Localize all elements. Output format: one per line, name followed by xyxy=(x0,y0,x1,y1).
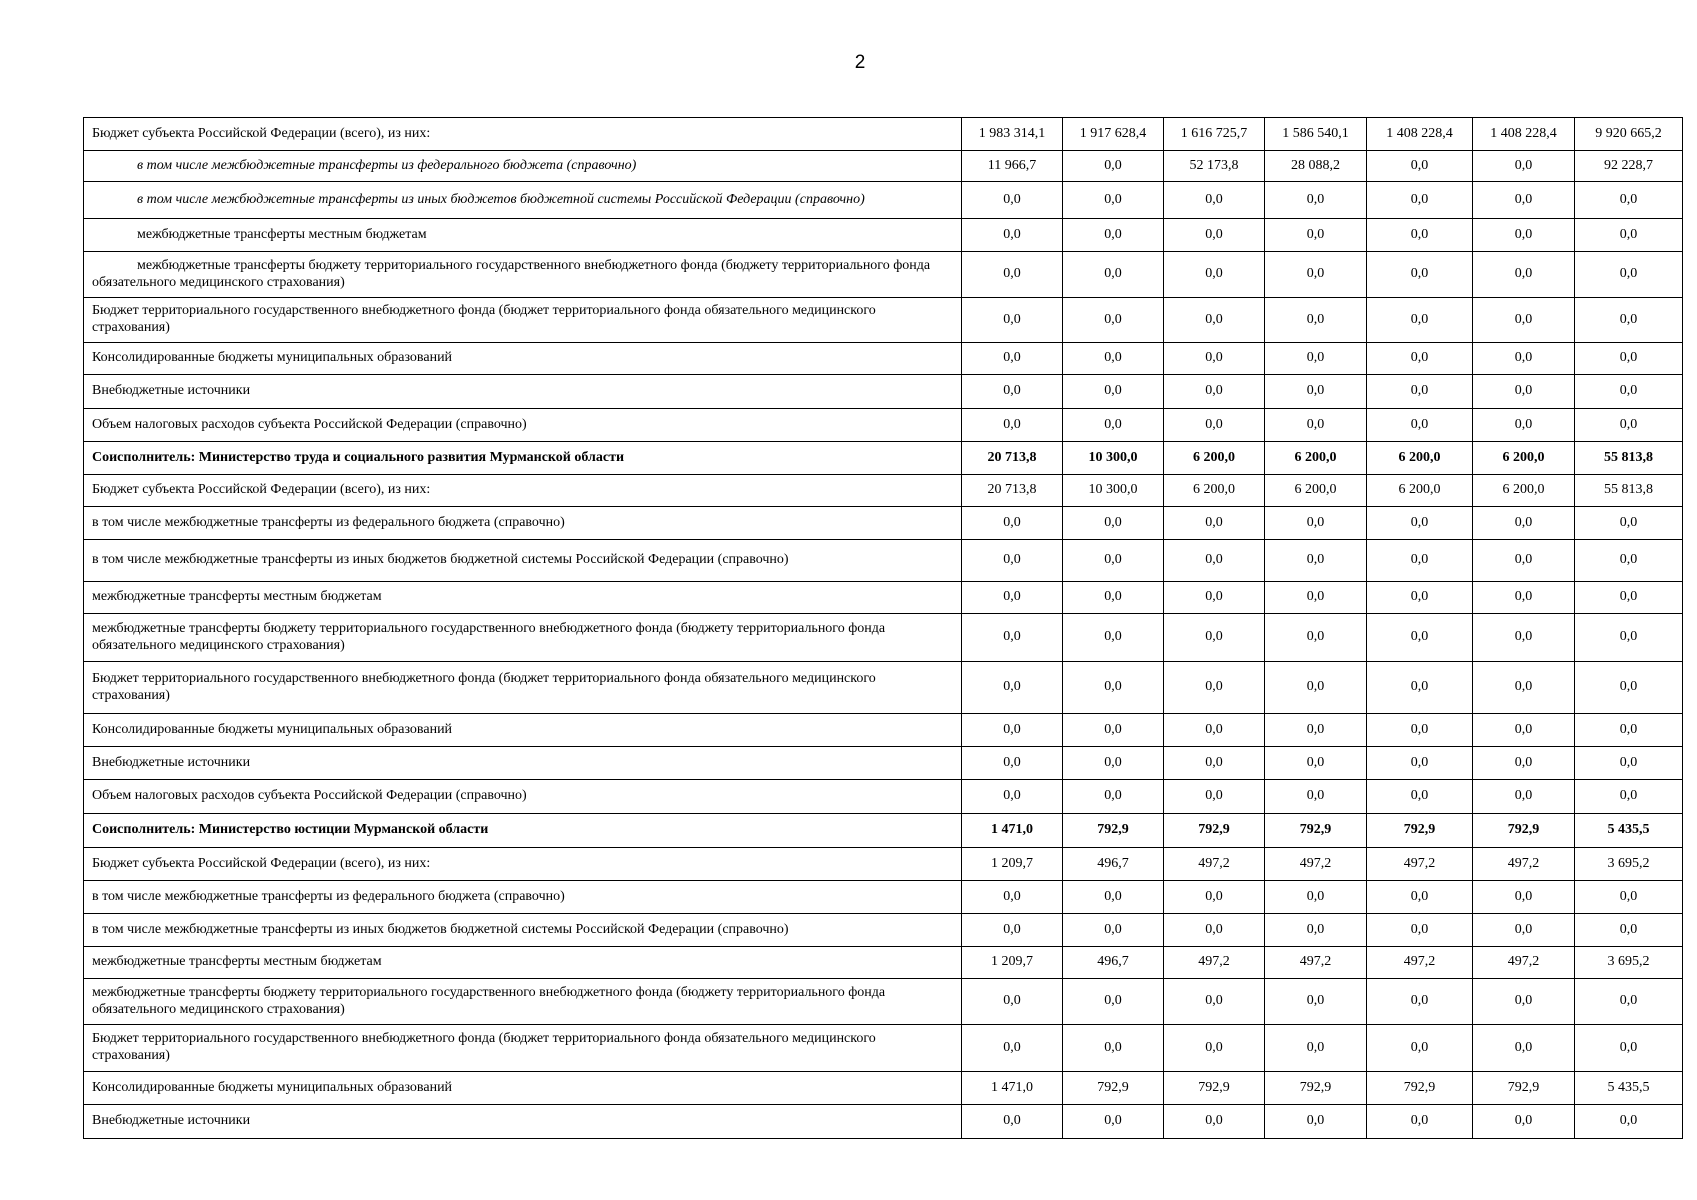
value-cell: 497,2 xyxy=(1367,947,1473,979)
value-cell: 0,0 xyxy=(962,409,1063,442)
row-label: межбюджетные трансферты местным бюджетам xyxy=(84,582,962,614)
value-cell: 0,0 xyxy=(1164,979,1265,1025)
row-label: Бюджет субъекта Российской Федерации (всего), из них: xyxy=(84,118,962,151)
value-cell: 0,0 xyxy=(1575,881,1683,914)
value-cell: 0,0 xyxy=(1473,252,1575,298)
value-cell: 497,2 xyxy=(1164,848,1265,881)
value-cell: 0,0 xyxy=(1063,979,1164,1025)
value-cell: 0,0 xyxy=(1473,375,1575,409)
value-cell: 0,0 xyxy=(1473,540,1575,582)
value-cell: 92 228,7 xyxy=(1575,151,1683,182)
value-cell: 0,0 xyxy=(1473,914,1575,947)
row-label: Объем налоговых расходов субъекта Российской Федерации (справочно) xyxy=(84,409,962,442)
value-cell: 0,0 xyxy=(962,614,1063,662)
value-cell: 0,0 xyxy=(1265,582,1367,614)
value-cell: 0,0 xyxy=(1575,507,1683,540)
value-cell: 0,0 xyxy=(1473,614,1575,662)
table-row xyxy=(84,848,1683,881)
value-cell: 0,0 xyxy=(962,914,1063,947)
row-label: в том числе межбюджетные трансферты из федерального бюджета (справочно) xyxy=(84,507,962,540)
row-label: межбюджетные трансферты местным бюджетам xyxy=(84,219,962,252)
value-cell: 0,0 xyxy=(1265,614,1367,662)
value-cell: 28 088,2 xyxy=(1265,151,1367,182)
value-cell: 0,0 xyxy=(1164,881,1265,914)
value-cell: 0,0 xyxy=(1265,375,1367,409)
value-cell: 0,0 xyxy=(1063,614,1164,662)
value-cell: 792,9 xyxy=(1164,1072,1265,1105)
value-cell: 497,2 xyxy=(1473,947,1575,979)
value-cell: 5 435,5 xyxy=(1575,1072,1683,1105)
table-row xyxy=(84,714,1683,747)
value-cell: 0,0 xyxy=(1063,780,1164,814)
value-cell: 0,0 xyxy=(1367,747,1473,780)
value-cell: 0,0 xyxy=(1575,662,1683,714)
value-cell: 55 813,8 xyxy=(1575,475,1683,507)
value-cell: 10 300,0 xyxy=(1063,442,1164,475)
row-label: в том числе межбюджетные трансферты из иных бюджетов бюджетной системы Российской Федерации (справочно) xyxy=(84,914,962,947)
table-row xyxy=(84,219,1683,252)
value-cell: 0,0 xyxy=(1063,219,1164,252)
value-cell: 0,0 xyxy=(1265,409,1367,442)
value-cell: 0,0 xyxy=(1063,582,1164,614)
row-label: Внебюджетные источники xyxy=(84,375,962,409)
value-cell: 0,0 xyxy=(1575,298,1683,343)
value-cell: 0,0 xyxy=(1164,219,1265,252)
value-cell: 0,0 xyxy=(962,507,1063,540)
value-cell: 9 920 665,2 xyxy=(1575,118,1683,151)
table-row xyxy=(84,298,1683,343)
value-cell: 0,0 xyxy=(1164,540,1265,582)
value-cell: 0,0 xyxy=(1473,219,1575,252)
row-label: в том числе межбюджетные трансферты из иных бюджетов бюджетной системы Российской Федерации (справочно) xyxy=(84,182,962,219)
value-cell: 0,0 xyxy=(1063,252,1164,298)
value-cell: 0,0 xyxy=(1367,1105,1473,1139)
value-cell: 0,0 xyxy=(1063,298,1164,343)
value-cell: 20 713,8 xyxy=(962,442,1063,475)
value-cell: 0,0 xyxy=(1164,780,1265,814)
row-label: Консолидированные бюджеты муниципальных образований xyxy=(84,343,962,375)
value-cell: 0,0 xyxy=(1473,780,1575,814)
table-row xyxy=(84,182,1683,219)
value-cell: 0,0 xyxy=(1575,747,1683,780)
table-row xyxy=(84,582,1683,614)
value-cell: 0,0 xyxy=(1265,1025,1367,1072)
table-row xyxy=(84,947,1683,979)
value-cell: 0,0 xyxy=(1164,662,1265,714)
table-row xyxy=(84,409,1683,442)
table-row xyxy=(84,662,1683,714)
value-cell: 0,0 xyxy=(962,1105,1063,1139)
value-cell: 0,0 xyxy=(1473,1025,1575,1072)
value-cell: 0,0 xyxy=(1164,1105,1265,1139)
value-cell: 3 695,2 xyxy=(1575,947,1683,979)
value-cell: 6 200,0 xyxy=(1473,442,1575,475)
value-cell: 1 983 314,1 xyxy=(962,118,1063,151)
value-cell: 0,0 xyxy=(1164,298,1265,343)
value-cell: 792,9 xyxy=(1265,1072,1367,1105)
value-cell: 0,0 xyxy=(1265,979,1367,1025)
value-cell: 0,0 xyxy=(1164,582,1265,614)
value-cell: 20 713,8 xyxy=(962,475,1063,507)
table-row xyxy=(84,1105,1683,1139)
budget-table xyxy=(83,117,1683,1139)
value-cell: 11 966,7 xyxy=(962,151,1063,182)
value-cell: 0,0 xyxy=(1063,151,1164,182)
table-row xyxy=(84,747,1683,780)
table-row xyxy=(84,780,1683,814)
value-cell: 0,0 xyxy=(1164,914,1265,947)
value-cell: 0,0 xyxy=(1063,409,1164,442)
table-row xyxy=(84,343,1683,375)
value-cell: 0,0 xyxy=(1473,714,1575,747)
value-cell: 1 408 228,4 xyxy=(1367,118,1473,151)
value-cell: 0,0 xyxy=(962,182,1063,219)
table-row xyxy=(84,814,1683,848)
value-cell: 0,0 xyxy=(1367,375,1473,409)
value-cell: 0,0 xyxy=(1367,979,1473,1025)
row-label: межбюджетные трансферты бюджету территориального государственного внебюджетного фонда (бюджету территориального фонда обязательного медицинского страхования) xyxy=(84,252,962,298)
value-cell: 0,0 xyxy=(1265,881,1367,914)
row-label: Бюджет территориального государственного внебюджетного фонда (бюджет территориального фонда обязательного медицинского страхования) xyxy=(84,662,962,714)
value-cell: 0,0 xyxy=(1473,507,1575,540)
value-cell: 0,0 xyxy=(1063,1025,1164,1072)
table-row xyxy=(84,442,1683,475)
value-cell: 55 813,8 xyxy=(1575,442,1683,475)
value-cell: 0,0 xyxy=(1575,375,1683,409)
value-cell: 0,0 xyxy=(1164,1025,1265,1072)
value-cell: 0,0 xyxy=(962,1025,1063,1072)
value-cell: 0,0 xyxy=(1575,219,1683,252)
value-cell: 1 471,0 xyxy=(962,814,1063,848)
value-cell: 0,0 xyxy=(1164,714,1265,747)
value-cell: 0,0 xyxy=(1265,252,1367,298)
table-row xyxy=(84,252,1683,298)
value-cell: 5 435,5 xyxy=(1575,814,1683,848)
value-cell: 0,0 xyxy=(962,343,1063,375)
value-cell: 0,0 xyxy=(962,252,1063,298)
value-cell: 0,0 xyxy=(962,375,1063,409)
value-cell: 0,0 xyxy=(1367,540,1473,582)
value-cell: 0,0 xyxy=(1265,540,1367,582)
value-cell: 0,0 xyxy=(1164,375,1265,409)
row-label: Соисполнитель: Министерство труда и социального развития Мурманской области xyxy=(84,442,962,475)
row-label: в том числе межбюджетные трансферты из иных бюджетов бюджетной системы Российской Федерации (справочно) xyxy=(84,540,962,582)
value-cell: 792,9 xyxy=(1063,814,1164,848)
value-cell: 0,0 xyxy=(1367,182,1473,219)
value-cell: 792,9 xyxy=(1473,1072,1575,1105)
value-cell: 496,7 xyxy=(1063,947,1164,979)
value-cell: 10 300,0 xyxy=(1063,475,1164,507)
table-row xyxy=(84,1072,1683,1105)
value-cell: 0,0 xyxy=(1367,219,1473,252)
value-cell: 0,0 xyxy=(1265,298,1367,343)
value-cell: 0,0 xyxy=(1473,1105,1575,1139)
value-cell: 0,0 xyxy=(1367,298,1473,343)
value-cell: 1 209,7 xyxy=(962,848,1063,881)
value-cell: 6 200,0 xyxy=(1367,475,1473,507)
value-cell: 1 586 540,1 xyxy=(1265,118,1367,151)
value-cell: 0,0 xyxy=(1473,409,1575,442)
table-body xyxy=(84,118,1683,1139)
value-cell: 0,0 xyxy=(1063,747,1164,780)
value-cell: 0,0 xyxy=(1367,881,1473,914)
value-cell: 0,0 xyxy=(1473,343,1575,375)
value-cell: 0,0 xyxy=(1063,182,1164,219)
table-row xyxy=(84,540,1683,582)
value-cell: 0,0 xyxy=(1367,914,1473,947)
value-cell: 6 200,0 xyxy=(1164,442,1265,475)
value-cell: 0,0 xyxy=(962,582,1063,614)
value-cell: 0,0 xyxy=(1265,780,1367,814)
value-cell: 0,0 xyxy=(1367,780,1473,814)
value-cell: 0,0 xyxy=(1575,582,1683,614)
table-row xyxy=(84,507,1683,540)
value-cell: 52 173,8 xyxy=(1164,151,1265,182)
value-cell: 0,0 xyxy=(1575,714,1683,747)
value-cell: 497,2 xyxy=(1367,848,1473,881)
value-cell: 0,0 xyxy=(1473,182,1575,219)
row-label: Соисполнитель: Министерство юстиции Мурманской области xyxy=(84,814,962,848)
value-cell: 0,0 xyxy=(1265,662,1367,714)
value-cell: 0,0 xyxy=(1367,614,1473,662)
value-cell: 0,0 xyxy=(1063,540,1164,582)
value-cell: 792,9 xyxy=(1367,814,1473,848)
table-row xyxy=(84,475,1683,507)
table-row xyxy=(84,151,1683,182)
value-cell: 0,0 xyxy=(1164,747,1265,780)
value-cell: 792,9 xyxy=(1367,1072,1473,1105)
value-cell: 0,0 xyxy=(1063,714,1164,747)
value-cell: 0,0 xyxy=(1473,881,1575,914)
row-label: Бюджет субъекта Российской Федерации (всего), из них: xyxy=(84,848,962,881)
value-cell: 792,9 xyxy=(1063,1072,1164,1105)
table-row xyxy=(84,118,1683,151)
value-cell: 0,0 xyxy=(1265,219,1367,252)
value-cell: 0,0 xyxy=(1164,182,1265,219)
table-row xyxy=(84,1025,1683,1072)
row-label: в том числе межбюджетные трансферты из федерального бюджета (справочно) xyxy=(84,151,962,182)
value-cell: 0,0 xyxy=(1265,1105,1367,1139)
value-cell: 0,0 xyxy=(962,714,1063,747)
value-cell: 0,0 xyxy=(1575,914,1683,947)
value-cell: 0,0 xyxy=(1367,507,1473,540)
value-cell: 0,0 xyxy=(1367,662,1473,714)
value-cell: 1 408 228,4 xyxy=(1473,118,1575,151)
value-cell: 3 695,2 xyxy=(1575,848,1683,881)
value-cell: 0,0 xyxy=(1367,409,1473,442)
value-cell: 6 200,0 xyxy=(1473,475,1575,507)
value-cell: 0,0 xyxy=(1367,343,1473,375)
row-label: межбюджетные трансферты бюджету территориального государственного внебюджетного фонда (бюджету территориального фонда обязательного медицинского страхования) xyxy=(84,979,962,1025)
value-cell: 0,0 xyxy=(962,662,1063,714)
row-label: Внебюджетные источники xyxy=(84,747,962,780)
value-cell: 0,0 xyxy=(1063,1105,1164,1139)
row-label: межбюджетные трансферты бюджету территориального государственного внебюджетного фонда (бюджету территориального фонда обязательного медицинского страхования) xyxy=(84,614,962,662)
value-cell: 0,0 xyxy=(1473,151,1575,182)
value-cell: 0,0 xyxy=(1265,507,1367,540)
value-cell: 0,0 xyxy=(1473,582,1575,614)
value-cell: 0,0 xyxy=(1164,507,1265,540)
value-cell: 0,0 xyxy=(1575,780,1683,814)
value-cell: 0,0 xyxy=(962,540,1063,582)
row-label: межбюджетные трансферты местным бюджетам xyxy=(84,947,962,979)
table-row xyxy=(84,979,1683,1025)
value-cell: 0,0 xyxy=(1164,614,1265,662)
value-cell: 0,0 xyxy=(1575,979,1683,1025)
value-cell: 0,0 xyxy=(1164,343,1265,375)
value-cell: 0,0 xyxy=(1164,252,1265,298)
value-cell: 0,0 xyxy=(1265,914,1367,947)
value-cell: 1 471,0 xyxy=(962,1072,1063,1105)
value-cell: 0,0 xyxy=(1575,252,1683,298)
value-cell: 0,0 xyxy=(1575,343,1683,375)
value-cell: 6 200,0 xyxy=(1265,475,1367,507)
row-label: Консолидированные бюджеты муниципальных образований xyxy=(84,714,962,747)
value-cell: 0,0 xyxy=(1367,252,1473,298)
page-number: 2 xyxy=(854,52,866,73)
value-cell: 6 200,0 xyxy=(1265,442,1367,475)
table-row xyxy=(84,914,1683,947)
value-cell: 0,0 xyxy=(1367,582,1473,614)
value-cell: 0,0 xyxy=(1575,1105,1683,1139)
value-cell: 0,0 xyxy=(1473,298,1575,343)
value-cell: 0,0 xyxy=(1575,1025,1683,1072)
value-cell: 0,0 xyxy=(1575,409,1683,442)
value-cell: 497,2 xyxy=(1164,947,1265,979)
row-label: Объем налоговых расходов субъекта Российской Федерации (справочно) xyxy=(84,780,962,814)
value-cell: 0,0 xyxy=(1473,979,1575,1025)
value-cell: 497,2 xyxy=(1265,947,1367,979)
value-cell: 6 200,0 xyxy=(1164,475,1265,507)
value-cell: 0,0 xyxy=(962,881,1063,914)
value-cell: 1 917 628,4 xyxy=(1063,118,1164,151)
value-cell: 0,0 xyxy=(1473,662,1575,714)
value-cell: 1 209,7 xyxy=(962,947,1063,979)
value-cell: 0,0 xyxy=(1265,343,1367,375)
value-cell: 0,0 xyxy=(1063,507,1164,540)
value-cell: 792,9 xyxy=(1473,814,1575,848)
value-cell: 0,0 xyxy=(1473,747,1575,780)
value-cell: 0,0 xyxy=(962,979,1063,1025)
row-label: Консолидированные бюджеты муниципальных образований xyxy=(84,1072,962,1105)
value-cell: 0,0 xyxy=(962,298,1063,343)
value-cell: 0,0 xyxy=(1575,614,1683,662)
value-cell: 0,0 xyxy=(1063,343,1164,375)
row-label: Бюджет субъекта Российской Федерации (всего), из них: xyxy=(84,475,962,507)
value-cell: 0,0 xyxy=(1575,182,1683,219)
row-label: Бюджет территориального государственного внебюджетного фонда (бюджет территориального фонда обязательного медицинского страхования) xyxy=(84,298,962,343)
row-label: Внебюджетные источники xyxy=(84,1105,962,1139)
value-cell: 0,0 xyxy=(1063,375,1164,409)
value-cell: 497,2 xyxy=(1473,848,1575,881)
row-label: Бюджет территориального государственного внебюджетного фонда (бюджет территориального фонда обязательного медицинского страхования) xyxy=(84,1025,962,1072)
value-cell: 0,0 xyxy=(1367,714,1473,747)
table-row xyxy=(84,614,1683,662)
value-cell: 0,0 xyxy=(1063,881,1164,914)
table-row xyxy=(84,375,1683,409)
value-cell: 0,0 xyxy=(962,219,1063,252)
value-cell: 496,7 xyxy=(1063,848,1164,881)
value-cell: 6 200,0 xyxy=(1367,442,1473,475)
value-cell: 0,0 xyxy=(1265,747,1367,780)
value-cell: 0,0 xyxy=(1575,540,1683,582)
value-cell: 0,0 xyxy=(1265,714,1367,747)
row-label: в том числе межбюджетные трансферты из федерального бюджета (справочно) xyxy=(84,881,962,914)
value-cell: 0,0 xyxy=(962,780,1063,814)
value-cell: 792,9 xyxy=(1265,814,1367,848)
table-row xyxy=(84,881,1683,914)
value-cell: 0,0 xyxy=(1164,409,1265,442)
value-cell: 792,9 xyxy=(1164,814,1265,848)
value-cell: 0,0 xyxy=(1265,182,1367,219)
value-cell: 0,0 xyxy=(1063,914,1164,947)
value-cell: 0,0 xyxy=(1367,151,1473,182)
value-cell: 497,2 xyxy=(1265,848,1367,881)
value-cell: 0,0 xyxy=(1367,1025,1473,1072)
value-cell: 0,0 xyxy=(962,747,1063,780)
value-cell: 0,0 xyxy=(1063,662,1164,714)
value-cell: 1 616 725,7 xyxy=(1164,118,1265,151)
